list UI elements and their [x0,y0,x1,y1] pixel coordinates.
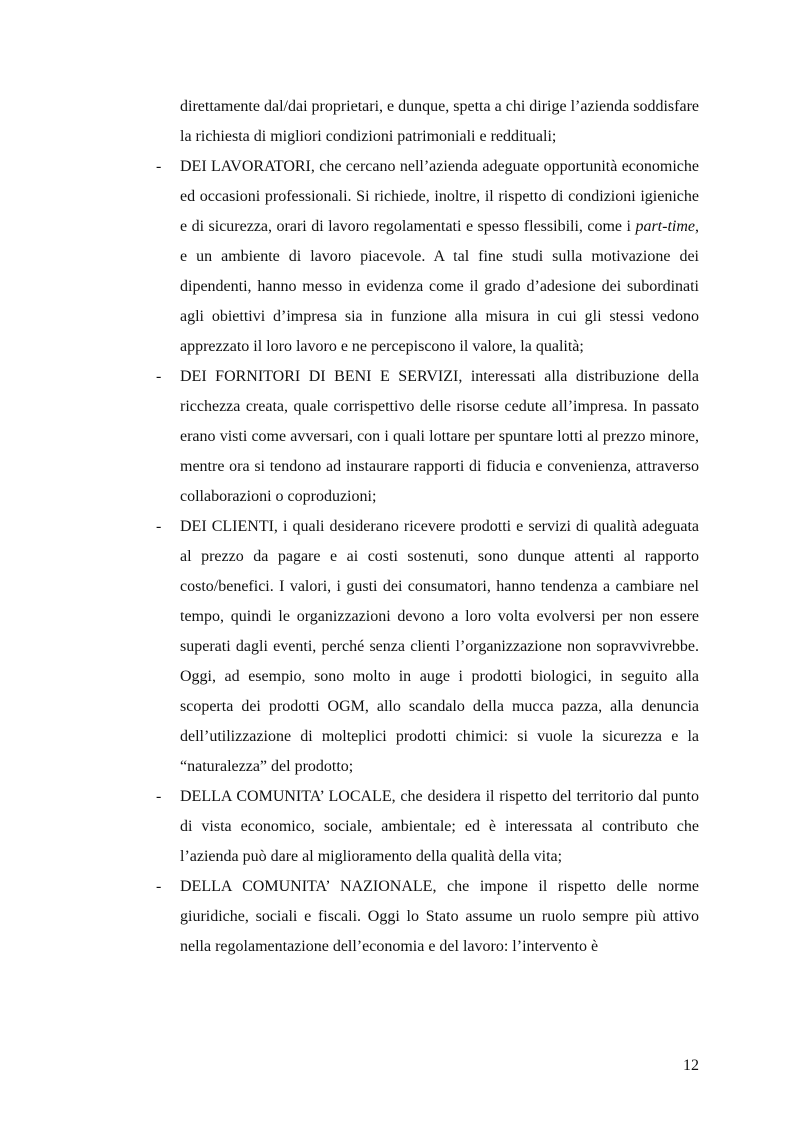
list-item-text: DEI FORNITORI DI BENI E SERVIZI, interessati alla distribuzione della ricchezza creata, quale corrispettivo delle risorse cedute all’impresa. In passato erano visti come avversari, con i quali lottare per spuntare lotti al prezzo minore, mentre ora si tendono ad instaurare rapporti di fiducia e convenienza, attraverso collaborazioni o coproduzioni; [180,368,699,505]
bullet-dash: - [156,158,162,175]
list-item-text: DELLA COMUNITA’ LOCALE, che desidera il rispetto del territorio dal punto di vista economico, sociale, ambientale; ed è interessata al contributo che l’azienda può dare al miglioramento della qualità della vita; [180,788,699,865]
list-item-tail: , e un ambiente di lavoro piacevole. A tal fine studi sulla motivazione dei dipendenti, hanno messo in evidenza come il grado d’adesione dei subordinati agli obiettivi d’impresa sia in funzione alla misura in cui gli stessi vedono apprezzato il loro lavoro e ne percepiscono il valore, la qualità; [180,218,699,355]
bullet-dash: - [156,878,162,895]
list-item-text: DEI CLIENTI, i quali desiderano ricevere prodotti e servizi di qualità adeguata al prezzo da pagare e ai costi sostenuti, sono dunque attenti al rapporto costo/benefici. I valori, i gusti dei consumatori, hanno tendenza a cambiare nel tempo, quindi le organizzazioni devono a loro volta evolversi per non essere superati dagli eventi, perché senza clienti l’organizzazione non sopravvivrebbe. Oggi, ad esempio, sono molto in auge i prodotti biologici, in seguito alla scoperta dei prodotti OGM, allo scandalo della mucca pazza, alla denuncia dell’utilizzazione di molteplici prodotti chimici: si vuole la sicurezza e la “naturalezza” del prodotto; [180,518,699,775]
list-item-local-community [156,782,699,872]
bullet-dash: - [156,518,162,535]
list-item-lead: DEI LAVORATORI, che cercano nell’azienda adeguate opportunità economiche ed occasioni professionali. Si richiede, inoltre, il rispetto di condizioni igieniche e di sicurezza, orari di lavoro regolamentati e spesso flessibili, come i [180,158,699,235]
list-item-text [180,152,699,362]
list-item-workers [156,152,699,362]
body-text [156,92,699,962]
list-item-suppliers [156,362,699,512]
bullet-dash: - [156,788,162,805]
list-item-national-community [156,872,699,962]
intro-paragraph: direttamente dal/dai proprietari, e dunque, spetta a chi dirige l’azienda soddisfare la richiesta di migliori condizioni patrimoniali e reddituali; [180,98,699,145]
bullet-dash: - [156,368,162,385]
list-item-clients [156,512,699,782]
list-item-text: DELLA COMUNITA’ NAZIONALE, che impone il rispetto delle norme giuridiche, sociali e fiscali. Oggi lo Stato assume un ruolo sempre più attivo nella regolamentazione dell’economia e del lavoro: l’intervento è [180,878,699,955]
list-item-italic: part-time [635,218,695,235]
page-number: 12 [683,1057,699,1074]
